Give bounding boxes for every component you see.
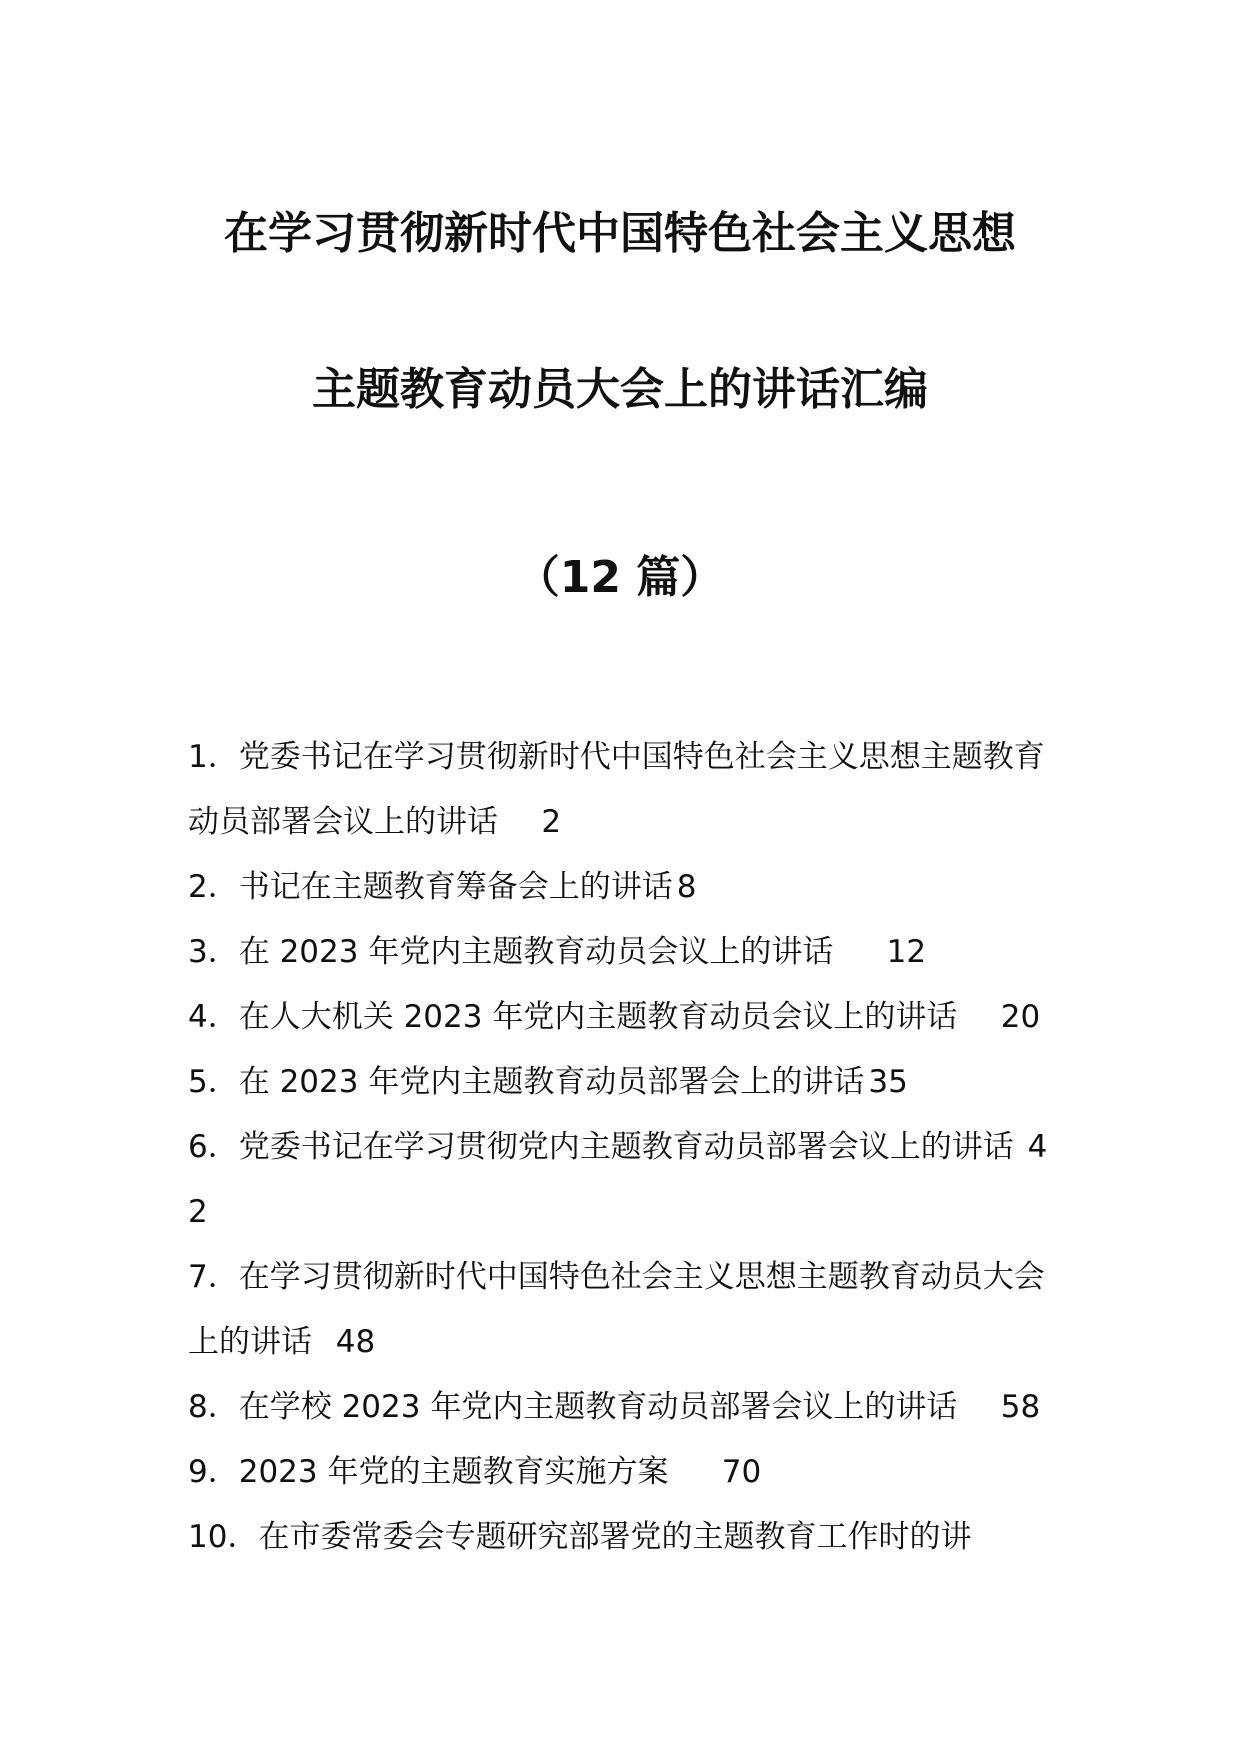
toc-item-title: 在 2023 年党内主题教育动员部署会上的讲话 — [238, 1064, 865, 1100]
toc-item[interactable] — [188, 855, 1058, 920]
toc-item-title: 书记在主题教育筹备会上的讲话 — [238, 869, 673, 905]
toc-item-page: 2 — [541, 804, 562, 840]
toc-item-number: 7． — [188, 1259, 239, 1295]
toc-item-page: 8 — [676, 869, 697, 905]
toc-item-page: 35 — [868, 1064, 908, 1100]
toc-item-title: 在 2023 年党内主题教育动员会议上的讲话 — [238, 934, 834, 970]
toc-item-number: 4． — [188, 999, 239, 1035]
toc-item-page: 42 — [188, 1129, 1048, 1230]
toc-item[interactable] — [188, 920, 1058, 985]
document-title-count: （12 篇） — [515, 552, 725, 603]
toc-item-title: 在人大机关 2023 年党内主题教育动员会议上的讲话 — [238, 999, 958, 1035]
toc-item-number: 10． — [188, 1519, 259, 1555]
toc-item[interactable] — [188, 1505, 1058, 1570]
toc-item[interactable] — [188, 1440, 1058, 1505]
table-of-contents — [188, 725, 1058, 1570]
document-title-line-1: 在学习贯彻新时代中国特色社会主义思想 — [224, 208, 1016, 259]
toc-item[interactable] — [188, 985, 1058, 1050]
toc-item-title: 在学校 2023 年党内主题教育动员部署会议上的讲话 — [238, 1389, 958, 1425]
toc-item-title: 党委书记在学习贯彻党内主题教育动员部署会议上的讲话 — [238, 1129, 1014, 1165]
toc-item-number: 9． — [188, 1454, 239, 1490]
toc-item-page: 48 — [335, 1324, 376, 1360]
toc-item[interactable] — [188, 1050, 1058, 1115]
toc-item-page: 70 — [721, 1454, 762, 1490]
toc-item-number: 2． — [188, 869, 239, 905]
toc-item-number: 5． — [188, 1064, 239, 1100]
toc-item-number: 6． — [188, 1129, 239, 1165]
document-title-line-2: 主题教育动员大会上的讲话汇编 — [312, 364, 928, 415]
toc-item-page: 58 — [1000, 1389, 1041, 1425]
toc-item-title: 党委书记在学习贯彻新时代中国特色社会主义思想主题教育动员部署会议上的讲话 — [188, 739, 1045, 840]
toc-item-page: 20 — [1000, 999, 1041, 1035]
toc-item-page: 12 — [886, 934, 927, 970]
toc-item-title: 2023 年党的主题教育实施方案 — [238, 1454, 669, 1490]
toc-item[interactable] — [188, 1375, 1058, 1440]
toc-item[interactable] — [188, 1245, 1058, 1375]
toc-item-title: 在学习贯彻新时代中国特色社会主义思想主题教育动员大会上的讲话 — [188, 1259, 1045, 1360]
toc-item-number: 1． — [188, 739, 239, 775]
toc-item[interactable] — [188, 1115, 1058, 1245]
toc-item-number: 3． — [188, 934, 239, 970]
toc-item-title: 在市委常委会专题研究部署党的主题教育工作时的讲 — [258, 1519, 972, 1555]
toc-item-number: 8． — [188, 1389, 239, 1425]
toc-item[interactable] — [188, 725, 1058, 855]
